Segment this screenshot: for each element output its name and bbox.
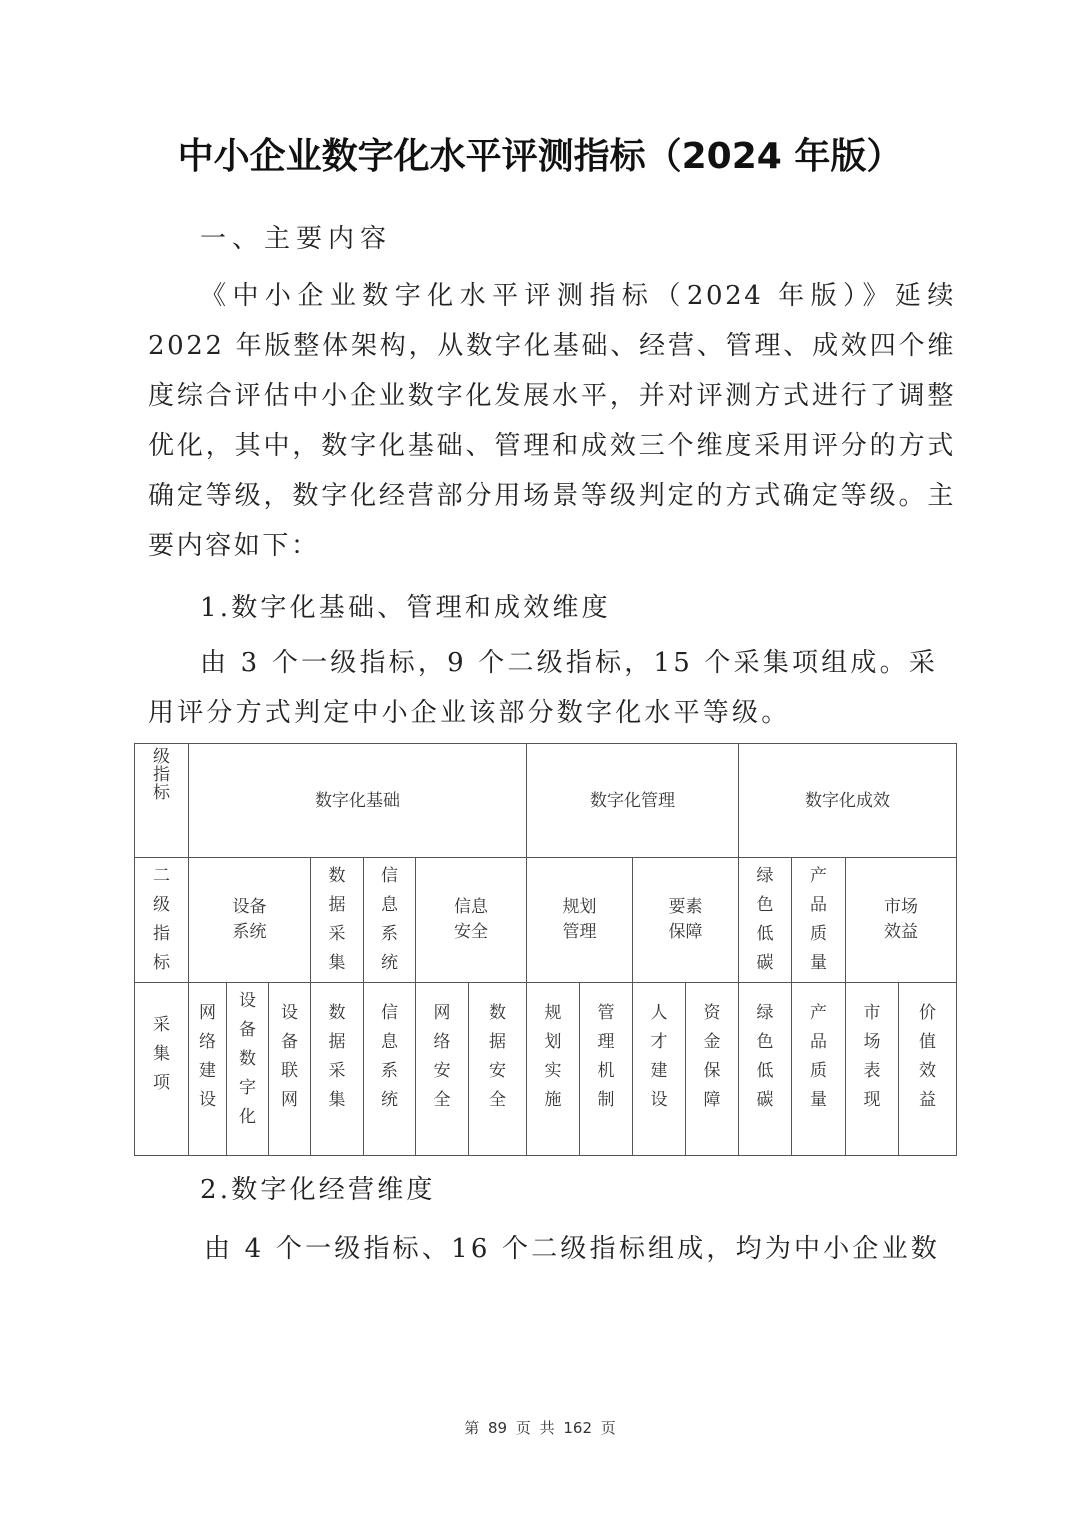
level1-cell: 数字化管理 [527, 744, 739, 858]
item-cell: 产品质量 [792, 983, 846, 1156]
row-header-level2: 二级指标 [135, 858, 189, 983]
item-cell: 价值效益 [899, 983, 957, 1156]
item-cell: 网络建设 [189, 983, 227, 1156]
level1-row [135, 744, 957, 858]
level2-cell: 信息安全 [416, 858, 527, 983]
row-header-level1: 级指标 [135, 744, 189, 858]
level1-cell: 数字化成效 [739, 744, 957, 858]
level2-cell: 数据采集 [311, 858, 364, 983]
level2-cell: 规划管理 [527, 858, 633, 983]
item-cell: 人才建设 [633, 983, 686, 1156]
level2-cell: 绿色低碳 [739, 858, 792, 983]
level2-row [135, 858, 957, 983]
row-header-items: 采集项 [135, 983, 189, 1156]
item-cell: 管理机制 [580, 983, 633, 1156]
level1-cell: 数字化基础 [189, 744, 527, 858]
subsection-1-heading: 1.数字化基础、管理和成效维度 [200, 593, 611, 623]
level2-cell: 信息系统 [364, 858, 416, 983]
subsection-1-paragraph: 由 3 个一级指标，9 个二级指标，15 个采集项组成。采用评分方式判定中小企业该部分数字化水平等级。 [148, 648, 939, 728]
item-cell: 数据安全 [469, 983, 527, 1156]
level2-cell: 市场效益 [846, 858, 957, 983]
item-cell: 数据采集 [311, 983, 364, 1156]
subsection-2-paragraph: 由 4 个一级指标、16 个二级指标组成，均为中小企业数 [204, 1234, 941, 1264]
item-cell: 规划实施 [527, 983, 580, 1156]
item-cell: 绿色低碳 [739, 983, 792, 1156]
level2-cell: 设备系统 [189, 858, 311, 983]
item-cell: 市场表现 [846, 983, 899, 1156]
level2-cell: 要素保障 [633, 858, 739, 983]
document-title: 中小企业数字化水平评测指标（2024 年版） [177, 136, 903, 177]
item-cell: 资金保障 [686, 983, 739, 1156]
item-cell: 设备联网 [269, 983, 311, 1156]
item-cell: 信息系统 [364, 983, 416, 1156]
items-row [135, 983, 957, 1156]
level2-cell: 产品质量 [792, 858, 846, 983]
item-cell: 网络安全 [416, 983, 469, 1156]
item-cell: 设备数字化 [227, 983, 269, 1156]
indicator-table [134, 743, 957, 1156]
section-heading: 一、主要内容 [200, 224, 393, 254]
page-footer: 第 89 页 共 162 页 [464, 1419, 616, 1437]
subsection-2-heading: 2.数字化经营维度 [200, 1175, 436, 1205]
intro-paragraph: 《中小企业数字化水平评测指标（2024 年版）》延续 2022 年版整体架构，从数字化基础、经营、管理、成效四个维度综合评估中小企业数字化发展水平，并对评测方式进行了调整优化，其中，数字化基础、管理和成效三个维度采用评分的方式确定等级，数字化经营部分用场景等级判定的方式确定等级。主要内容如下： [148, 281, 956, 561]
